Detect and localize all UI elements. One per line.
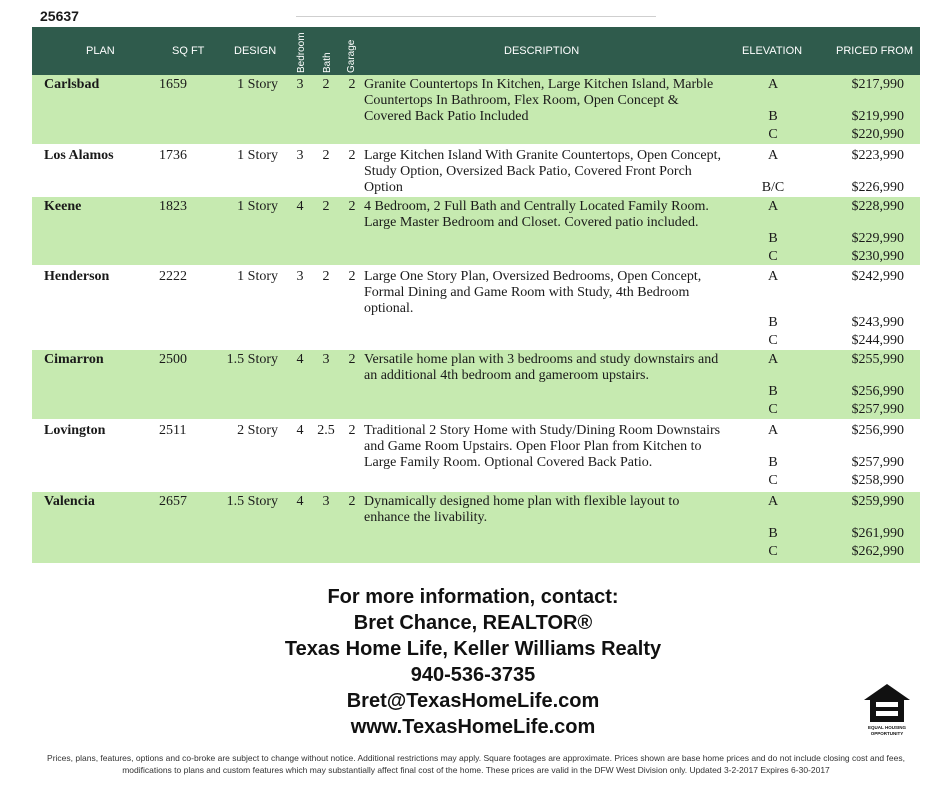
plan-description: Traditional 2 Story Home with Study/Dining Room Downstairs and Game Room Upstairs. Open Floor Plan from Kitchen to Large Family Room. Optional Covered Back Patio. — [364, 423, 721, 470]
elevation-label: A — [767, 199, 779, 214]
plan-design: 1 Story — [237, 148, 278, 163]
contact-phone[interactable]: 940-536-3735 — [410, 664, 536, 686]
plan-garage: 2 — [348, 148, 356, 163]
elevation-price: $258,990 — [851, 473, 904, 488]
elevation-label: A — [767, 148, 779, 163]
plan-name: Valencia — [44, 494, 95, 509]
header-priced-from: PRICED FROM — [836, 45, 913, 57]
document-id: 25637 — [40, 8, 79, 24]
table-header — [32, 27, 920, 75]
contact-heading: For more information, contact: — [327, 586, 619, 608]
elevation-price: $230,990 — [851, 249, 904, 264]
elevation-price: $243,990 — [851, 315, 904, 330]
elevation-price: $256,990 — [851, 384, 904, 399]
plan-description: Large One Story Plan, Oversized Bedrooms, Open Concept, Formal Dining and Game Room with Study, 4th Bedroom optional. — [364, 269, 702, 316]
elevation-price: $229,990 — [851, 231, 904, 246]
plan-baths: 3 — [322, 494, 330, 509]
elevation-label: C — [768, 333, 778, 348]
elevation-price: $242,990 — [851, 269, 904, 284]
elevation-price: $219,990 — [851, 109, 904, 124]
plan-sqft: 2500 — [159, 352, 187, 367]
elevation-label: C — [768, 127, 778, 142]
plan-baths: 2.5 — [317, 423, 335, 438]
plan-garage: 2 — [348, 199, 356, 214]
plan-sqft: 2222 — [159, 269, 187, 284]
plan-description: Granite Countertops In Kitchen, Large Kitchen Island, Marble Countertops In Bathroom, Flex Room, Open Concept & Covered Back Patio Included — [364, 77, 714, 124]
contact-block — [0, 584, 946, 740]
plan-garage: 2 — [348, 77, 356, 92]
plan-description: Dynamically designed home plan with flexible layout to enhance the livability. — [364, 494, 680, 525]
plan-name: Cimarron — [44, 352, 104, 367]
elevation-price: $257,990 — [851, 402, 904, 417]
elevation-label: A — [767, 494, 779, 509]
elevation-price: $256,990 — [851, 423, 904, 438]
elevation-price: $259,990 — [851, 494, 904, 509]
table-row — [32, 492, 920, 563]
plan-name: Keene — [44, 199, 82, 214]
plan-garage: 2 — [348, 352, 356, 367]
elevation-label: C — [768, 402, 778, 417]
plan-description: 4 Bedroom, 2 Full Bath and Centrally Located Family Room. Large Master Bedroom and Closet. Covered patio included. — [364, 199, 709, 230]
contact-name: Bret Chance, REALTOR® — [353, 612, 593, 634]
plan-sqft: 1823 — [159, 199, 187, 214]
plan-bedrooms: 4 — [296, 199, 304, 214]
elevation-label: A — [767, 423, 779, 438]
elevation-label: A — [767, 77, 779, 92]
table-row — [32, 421, 920, 490]
elevation-label: A — [767, 269, 779, 284]
plan-bedrooms: 4 — [296, 494, 304, 509]
elevation-price: $244,990 — [851, 333, 904, 348]
plan-design: 1.5 Story — [226, 494, 278, 509]
plan-garage: 2 — [348, 269, 356, 284]
plan-name: Lovington — [44, 423, 106, 438]
contact-company: Texas Home Life, Keller Williams Realty — [284, 638, 662, 660]
elevation-label: B — [768, 384, 778, 399]
table-row — [32, 197, 920, 265]
plan-sqft: 1736 — [159, 148, 187, 163]
plan-bedrooms: 4 — [296, 352, 304, 367]
elevation-price: $217,990 — [851, 77, 904, 92]
top-rule — [296, 16, 656, 17]
header-design: DESIGN — [234, 45, 277, 57]
plan-baths: 3 — [322, 352, 330, 367]
elevation-label: A — [767, 352, 779, 367]
elevation-label: C — [768, 473, 778, 488]
elevation-price: $226,990 — [851, 180, 904, 195]
plan-design: 1.5 Story — [226, 352, 278, 367]
elevation-label: B — [768, 109, 778, 124]
elevation-label: B/C — [761, 180, 785, 195]
disclaimer: Prices, plans, features, options and co-broke are subject to change without notice. Additional restrictions may apply. Square footages are approximate. Prices shown are base home prices and do not include closing cost and fees, modifications to plans and custom features which may substantially affect final cost of the home. These prices are valid in the DFW West Division only. Updated 3-2-2017 Expires 6-30-2017 — [47, 753, 905, 775]
table-body — [32, 75, 920, 563]
plan-design: 2 Story — [237, 423, 278, 438]
plan-bedrooms: 3 — [296, 148, 304, 163]
plan-baths: 2 — [322, 269, 330, 284]
header-elevation: ELEVATION — [742, 45, 803, 57]
plan-design: 1 Story — [237, 269, 278, 284]
elevation-price: $255,990 — [851, 352, 904, 367]
header-sqft: SQ FT — [172, 45, 205, 57]
plan-baths: 2 — [322, 199, 330, 214]
plan-sqft: 2511 — [159, 423, 187, 438]
contact-email[interactable]: Bret@TexasHomeLife.com — [346, 690, 600, 712]
table-row — [32, 267, 920, 348]
plan-baths: 2 — [322, 77, 330, 92]
elevation-price: $223,990 — [851, 148, 904, 163]
header-bath: Bath — [322, 52, 333, 73]
elevation-price: $257,990 — [851, 455, 904, 470]
elevation-label: C — [768, 249, 778, 264]
elevation-label: B — [768, 315, 778, 330]
table-row — [32, 75, 920, 144]
contact-website[interactable]: www.TexasHomeLife.com — [350, 716, 596, 738]
plan-name: Los Alamos — [44, 148, 114, 163]
eho-text-2: OPPORTUNITY — [870, 731, 904, 736]
header-description: DESCRIPTION — [504, 45, 580, 57]
elevation-price: $261,990 — [851, 526, 904, 541]
elevation-price: $228,990 — [851, 199, 904, 214]
plan-bedrooms: 3 — [296, 77, 304, 92]
plan-garage: 2 — [348, 423, 356, 438]
header-garage: Garage — [346, 39, 357, 73]
plan-bedrooms: 4 — [296, 423, 304, 438]
elevation-label: B — [768, 526, 778, 541]
plans-table — [32, 27, 920, 563]
plan-sqft: 2657 — [159, 494, 187, 509]
plan-design: 1 Story — [237, 77, 278, 92]
elevation-label: B — [768, 231, 778, 246]
plan-garage: 2 — [348, 494, 356, 509]
table-row — [32, 146, 920, 195]
plan-name: Carlsbad — [44, 77, 100, 92]
elevation-label: B — [768, 455, 778, 470]
plan-name: Henderson — [44, 269, 110, 284]
equal-housing-opportunity-icon — [862, 682, 912, 738]
eho-text-1: EQUAL HOUSING — [868, 725, 906, 730]
header-plan: PLAN — [86, 45, 115, 57]
plan-bedrooms: 3 — [296, 269, 304, 284]
plan-baths: 2 — [322, 148, 330, 163]
header-bedroom: Bedroom — [296, 32, 307, 73]
table-row — [32, 350, 920, 419]
elevation-price: $220,990 — [851, 127, 904, 142]
elevation-price: $262,990 — [851, 544, 904, 559]
plan-description: Versatile home plan with 3 bedrooms and study downstairs and an additional 4th bedroom and gameroom upstairs. — [364, 352, 719, 383]
plan-sqft: 1659 — [159, 77, 187, 92]
plan-description: Large Kitchen Island With Granite Countertops, Open Concept, Study Option, Oversized Back Patio, Covered Front Porch Option — [364, 148, 721, 195]
elevation-label: C — [768, 544, 778, 559]
plan-design: 1 Story — [237, 199, 278, 214]
